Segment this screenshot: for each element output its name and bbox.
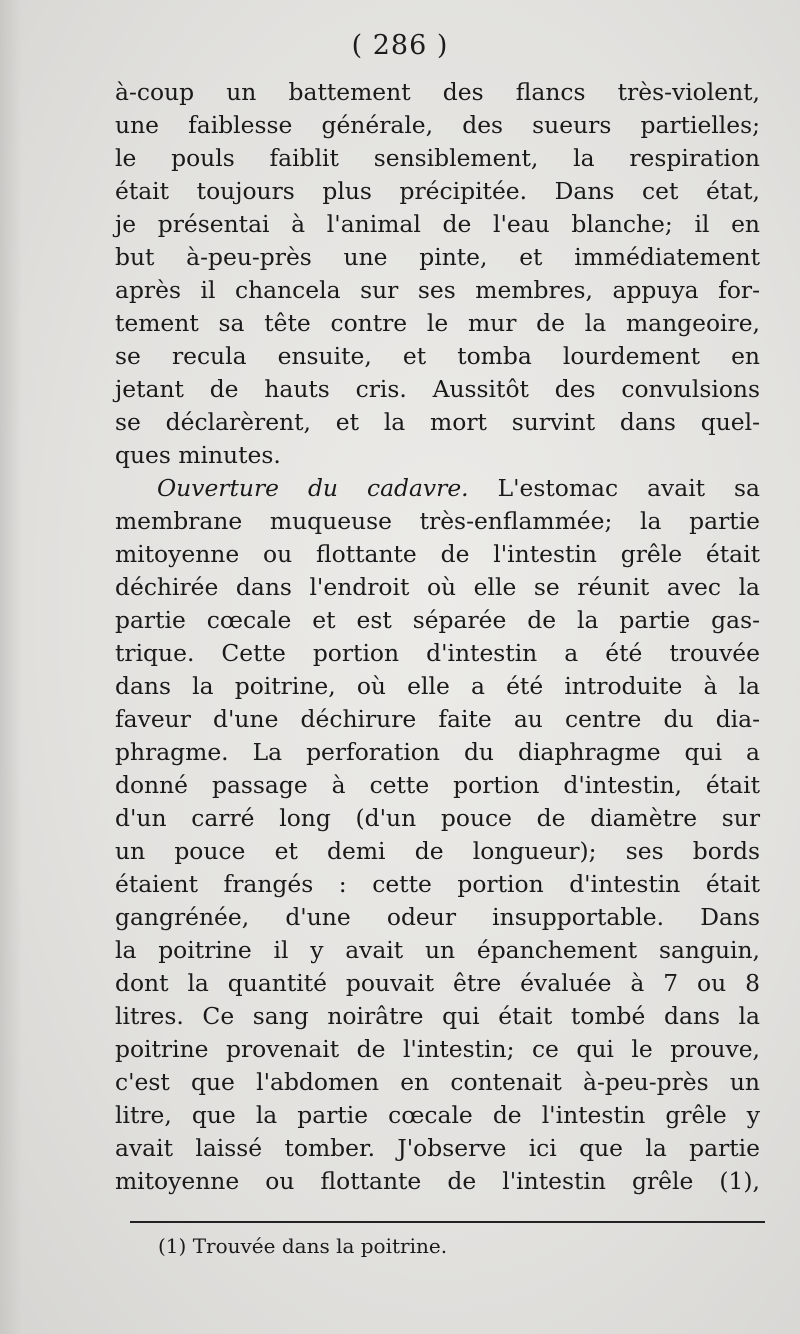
page-gutter-shadow <box>0 0 22 1334</box>
text-line: se déclarèrent, et la mort survint dans quel- <box>115 408 760 436</box>
text-line: c'est que l'abdomen en contenait à-peu-près un <box>115 1068 760 1096</box>
text-line: étaient frangés : cette portion d'intestin était <box>115 870 760 898</box>
text-run: L'estomac avait sa <box>468 474 760 502</box>
footnote: (1) Trouvée dans la poitrine. <box>158 1234 448 1258</box>
footnote-rule <box>130 1221 765 1223</box>
text-line: le pouls faiblit sensiblement, la respiration <box>115 144 760 172</box>
text-line: litre, que la partie cœcale de l'intestin grêle y <box>115 1101 760 1129</box>
text-line: phragme. La perforation du diaphragme qui a <box>115 738 760 766</box>
text-line: se recula ensuite, et tomba lourdement en <box>115 342 760 370</box>
text-line: mitoyenne ou flottante de l'intestin grêle était <box>115 540 760 568</box>
text-line: un pouce et demi de longueur); ses bords <box>115 837 760 865</box>
text-line: était toujours plus précipitée. Dans cet état, <box>115 177 760 205</box>
text-line: à-coup un battement des flancs très-violent, <box>115 78 760 106</box>
text-line: poitrine provenait de l'intestin; ce qui le prouve, <box>115 1035 760 1063</box>
text-line: jetant de hauts cris. Aussitôt des convulsions <box>115 375 760 403</box>
text-line: ques minutes. <box>115 441 281 469</box>
text-line: avait laissé tomber. J'observe ici que la partie <box>115 1134 760 1162</box>
text-line: d'un carré long (d'un pouce de diamètre sur <box>115 804 760 832</box>
text-line: membrane muqueuse très-enflammée; la partie <box>115 507 760 535</box>
text-line: après il chancela sur ses membres, appuya for- <box>115 276 760 304</box>
text-line: trique. Cette portion d'intestin a été trouvée <box>115 639 760 667</box>
text-line: faveur d'une déchirure faite au centre du dia- <box>115 705 760 733</box>
text-line: dans la poitrine, où elle a été introduite à la <box>115 672 760 700</box>
text-line: je présentai à l'animal de l'eau blanche; il en <box>115 210 760 238</box>
text-line: dont la quantité pouvait être évaluée à 7 ou 8 <box>115 969 760 997</box>
text-line: une faiblesse générale, des sueurs partielles; <box>115 111 760 139</box>
text-line: litres. Ce sang noirâtre qui était tombé dans la <box>115 1002 760 1030</box>
page-number: ( 286 ) <box>351 30 449 61</box>
text-line: tement sa tête contre le mur de la mangeoire, <box>115 309 760 337</box>
text-line: la poitrine il y avait un épanchement sanguin, <box>115 936 760 964</box>
section-heading-italic: Ouverture du cadavre. <box>157 474 469 502</box>
text-line: mitoyenne ou flottante de l'intestin grêle (1), <box>115 1167 760 1195</box>
text-line: gangrénée, d'une odeur insupportable. Dans <box>115 903 760 931</box>
text-line: donné passage à cette portion d'intestin, était <box>115 771 760 799</box>
text-line: but à-peu-près une pinte, et immédiatement <box>115 243 760 271</box>
text-line: partie cœcale et est séparée de la partie gas- <box>115 606 760 634</box>
paragraph-opening-line <box>115 472 760 505</box>
body-text <box>115 76 760 1198</box>
text-line: déchirée dans l'endroit où elle se réunit avec la <box>115 573 760 601</box>
